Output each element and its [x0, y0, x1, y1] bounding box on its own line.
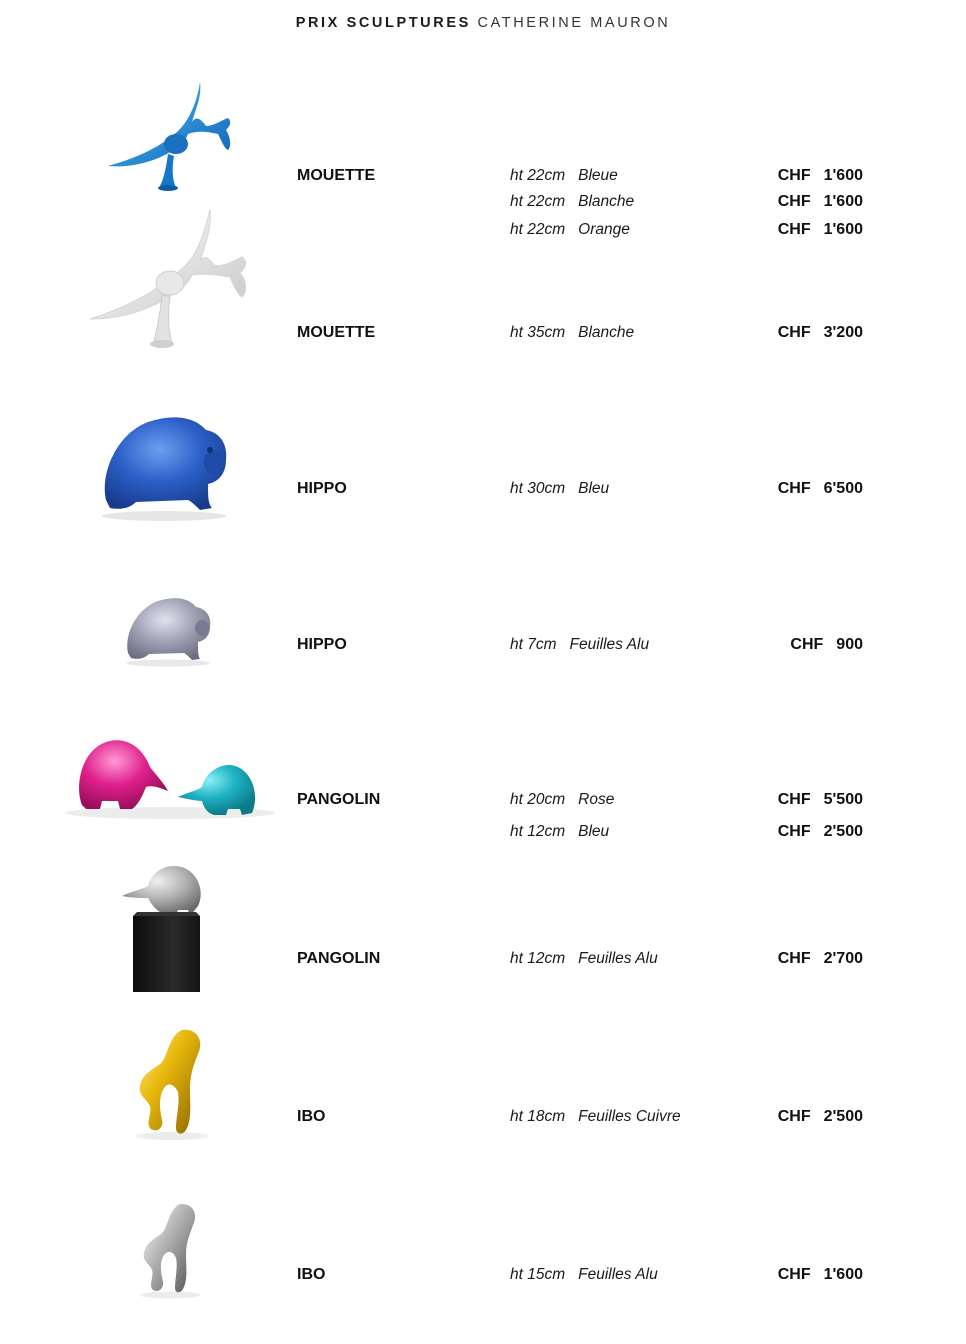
product-description [510, 823, 609, 841]
product-finish: Bleu [578, 480, 610, 497]
product-name: MOUETTE [297, 167, 376, 184]
price-amount: 2'500 [823, 823, 863, 840]
product-finish: Rose [578, 791, 615, 808]
product-description [510, 324, 634, 342]
product-price [778, 480, 863, 498]
product-description [510, 636, 649, 654]
ibo-silver-image [134, 1200, 202, 1300]
product-price [778, 1266, 863, 1284]
mouette-white-image [86, 205, 251, 355]
mouette-blue-image [100, 78, 240, 196]
product-name: HIPPO [297, 480, 347, 497]
price-currency: CHF [777, 1108, 811, 1125]
price-currency: CHF [777, 324, 811, 341]
product-finish: Feuilles Alu [578, 1266, 658, 1283]
price-amount: 900 [836, 636, 863, 653]
product-finish: Feuilles Cuivre [578, 1108, 681, 1125]
price-currency: CHF [777, 1266, 811, 1283]
price-currency: CHF [777, 950, 811, 967]
product-price [778, 823, 863, 841]
product-price [778, 221, 863, 239]
product-description [510, 167, 618, 185]
product-name: HIPPO [297, 636, 347, 653]
product-price [778, 791, 863, 809]
product-price [778, 324, 863, 342]
product-description [510, 791, 614, 809]
price-amount: 3'200 [823, 324, 863, 341]
price-currency: CHF [777, 823, 811, 840]
product-finish: Blanche [578, 193, 635, 210]
price-amount: 2'500 [823, 1108, 863, 1125]
price-amount: 6'500 [823, 480, 863, 497]
product-height: ht 35cm [510, 324, 566, 341]
product-name: MOUETTE [297, 324, 376, 341]
price-amount: 1'600 [823, 193, 863, 210]
product-height: ht 15cm [510, 1266, 566, 1283]
product-finish: Orange [578, 221, 630, 238]
product-finish: Feuilles Alu [569, 636, 650, 653]
price-currency: CHF [777, 480, 811, 497]
price-amount: 1'600 [823, 1266, 863, 1283]
product-description [510, 221, 630, 239]
hippo-blue-image [96, 410, 232, 522]
page-title [0, 15, 966, 31]
product-description [510, 1266, 658, 1284]
price-currency: CHF [777, 221, 811, 238]
ibo-gold-image [128, 1024, 210, 1142]
product-height: ht 18cm [510, 1108, 566, 1125]
price-amount: 1'600 [823, 167, 863, 184]
price-amount: 5'500 [823, 791, 863, 808]
product-finish: Bleue [578, 167, 618, 184]
product-finish: Bleu [578, 823, 610, 840]
price-currency: CHF [777, 193, 811, 210]
product-name: IBO [297, 1108, 326, 1125]
product-height: ht 12cm [510, 950, 566, 967]
product-price [778, 193, 863, 211]
product-description [510, 950, 658, 968]
product-price [778, 1108, 863, 1126]
pangolin-pink-teal-image [60, 735, 275, 827]
product-height: ht 22cm [510, 167, 566, 184]
title-light: CATHERINE MAURON [477, 15, 671, 31]
product-description [510, 1108, 681, 1126]
product-height: ht 22cm [510, 221, 566, 238]
product-name: PANGOLIN [297, 950, 381, 967]
product-height: ht 30cm [510, 480, 566, 497]
product-height: ht 12cm [510, 823, 566, 840]
product-name: IBO [297, 1266, 326, 1283]
title-bold: PRIX SCULPTURES [295, 15, 471, 31]
product-height: ht 7cm [510, 636, 557, 653]
product-description [510, 193, 634, 211]
product-height: ht 20cm [510, 791, 566, 808]
price-currency: CHF [777, 167, 811, 184]
hippo-alu-image [122, 593, 214, 668]
price-currency: CHF [777, 791, 811, 808]
product-price [778, 950, 863, 968]
product-name: PANGOLIN [297, 791, 381, 808]
product-finish: Blanche [578, 324, 635, 341]
product-height: ht 22cm [510, 193, 566, 210]
price-amount: 1'600 [823, 221, 863, 238]
price-currency: CHF [790, 636, 824, 653]
price-amount: 2'700 [823, 950, 863, 967]
product-finish: Feuilles Alu [578, 950, 658, 967]
product-description [510, 480, 609, 498]
pangolin-alu-image [120, 860, 210, 996]
product-price [778, 167, 863, 185]
product-price [790, 636, 863, 654]
